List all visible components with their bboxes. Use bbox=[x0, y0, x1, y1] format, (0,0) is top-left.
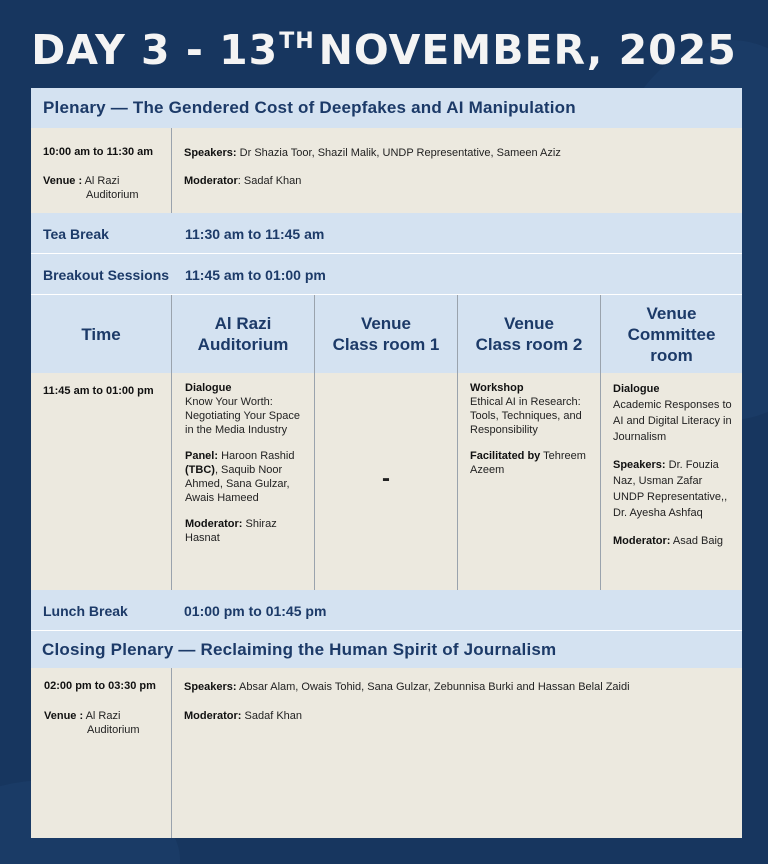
tea-break-label: Tea Break bbox=[43, 226, 109, 242]
lunch-break-row bbox=[31, 590, 742, 630]
plenary-moderator bbox=[184, 174, 301, 188]
lunch-break-time: 01:00 pm to 01:45 pm bbox=[184, 603, 327, 619]
moderator-name: : Sadaf Khan bbox=[237, 175, 302, 187]
moderator-name: Shiraz Hasnat bbox=[185, 518, 277, 544]
column-header-classroom-2 bbox=[458, 295, 600, 373]
speakers-label: Speakers: bbox=[184, 681, 237, 693]
tea-break-time: 11:30 am to 11:45 am bbox=[185, 226, 325, 242]
plenary-venue bbox=[43, 174, 168, 202]
session-type: Workshop bbox=[470, 382, 524, 394]
venue-label: Venue : bbox=[44, 710, 84, 722]
moderator-name: Asad Baig bbox=[672, 535, 724, 547]
column-header-classroom-1 bbox=[315, 295, 457, 373]
column-divider bbox=[171, 128, 172, 213]
page-title bbox=[0, 12, 768, 72]
column-header-al-razi bbox=[172, 295, 314, 373]
breakout-label: Breakout Sessions bbox=[43, 267, 170, 283]
classroom-1-empty: - bbox=[382, 465, 390, 492]
column-header-time: Time bbox=[81, 324, 121, 344]
column-divider bbox=[171, 668, 172, 838]
moderator-name: Sadaf Khan bbox=[244, 710, 303, 722]
session-title: Ethical AI in Research: Tools, Techniques, and Responsibility bbox=[470, 396, 582, 436]
committee-room-session bbox=[613, 381, 735, 561]
header-line: Venue bbox=[503, 314, 555, 333]
venue-name: Al Razi bbox=[84, 175, 120, 187]
lunch-break-label: Lunch Break bbox=[43, 603, 128, 619]
column-divider bbox=[600, 295, 601, 590]
venue-name-line2: Auditorium bbox=[87, 724, 140, 736]
venue-name: Al Razi bbox=[85, 710, 121, 722]
speakers-label: Speakers: bbox=[613, 459, 666, 471]
classroom-2-session bbox=[470, 381, 594, 489]
column-header-committee-room bbox=[601, 295, 742, 373]
breakout-time: 11:45 am to 01:00 pm bbox=[185, 267, 326, 283]
title-rest: NOVEMBER, 2025 bbox=[318, 26, 737, 74]
venue-label: Venue : bbox=[43, 175, 83, 187]
plenary-header bbox=[31, 88, 742, 128]
breakout-row bbox=[31, 254, 742, 294]
closing-speakers bbox=[184, 680, 734, 694]
panel-label: Panel: bbox=[185, 450, 219, 462]
moderator-label: Moderator: bbox=[613, 535, 671, 547]
panel-tbc: (TBC) bbox=[185, 464, 215, 476]
session-type: Dialogue bbox=[613, 383, 660, 395]
panel-names-rest: , Saquib Noor Ahmed, Sana Gulzar, Awais Hameed bbox=[185, 464, 290, 504]
closing-venue bbox=[44, 709, 169, 737]
session-title: Know Your Worth: Negotiating Your Space in the Media Industry bbox=[185, 396, 300, 436]
plenary-title: Plenary — The Gendered Cost of Deepfakes and AI Manipulation bbox=[43, 98, 576, 117]
moderator-label: Moderator bbox=[184, 175, 238, 187]
title-main: DAY 3 - 13 bbox=[31, 26, 279, 74]
speakers-list: Dr Shazia Toor, Shazil Malik, UNDP Representative, Sameen Aziz bbox=[239, 147, 561, 159]
speakers-list: Dr. Fouzia Naz, Usman Zafar UNDP Representative,, Dr. Ayesha Ashfaq bbox=[613, 459, 728, 519]
header-line: Venue bbox=[646, 303, 697, 323]
header-line: Class room 2 bbox=[475, 335, 583, 354]
column-divider bbox=[171, 295, 172, 590]
plenary-time: 10:00 am to 11:30 am bbox=[43, 146, 154, 158]
closing-header bbox=[31, 631, 742, 668]
header-line: Auditorium bbox=[197, 335, 289, 354]
header-line: Al Razi bbox=[214, 314, 272, 333]
plenary-speakers bbox=[184, 146, 561, 160]
header-line: Class room 1 bbox=[332, 335, 440, 354]
breakout-grid-header bbox=[31, 295, 742, 373]
session-title: Academic Responses to AI and Digital Literacy in Journalism bbox=[613, 399, 732, 443]
title-superscript: TH bbox=[279, 29, 315, 54]
session-type: Dialogue bbox=[185, 382, 232, 394]
schedule-table bbox=[31, 88, 742, 838]
breakout-grid-body bbox=[31, 373, 742, 590]
closing-title: Closing Plenary — Reclaiming the Human Spirit of Journalism bbox=[42, 640, 557, 659]
column-divider bbox=[457, 295, 458, 590]
facilitator-label: Facilitated by bbox=[470, 450, 541, 462]
header-line: Committee bbox=[627, 324, 716, 344]
closing-details bbox=[31, 668, 742, 838]
panel-names: Haroon Rashid bbox=[221, 450, 295, 462]
column-divider bbox=[314, 295, 315, 590]
closing-moderator bbox=[184, 709, 302, 723]
moderator-label: Moderator: bbox=[184, 710, 242, 722]
closing-time: 02:00 pm to 03:30 pm bbox=[44, 680, 156, 692]
speakers-list: Absar Alam, Owais Tohid, Sana Gulzar, Zebunnisa Burki and Hassan Belal Zaidi bbox=[239, 681, 630, 693]
header-line: room bbox=[650, 345, 693, 365]
plenary-details bbox=[31, 128, 742, 213]
breakout-row-time: 11:45 am to 01:00 pm bbox=[43, 385, 154, 397]
facilitator-name: Tehreem Azeem bbox=[470, 450, 586, 476]
header-line: Venue bbox=[360, 314, 412, 333]
moderator-label: Moderator: bbox=[185, 518, 243, 530]
tea-break-row bbox=[31, 213, 742, 253]
al-razi-session bbox=[185, 381, 305, 557]
venue-name-line2: Auditorium bbox=[86, 189, 139, 201]
speakers-label: Speakers: bbox=[184, 147, 237, 159]
